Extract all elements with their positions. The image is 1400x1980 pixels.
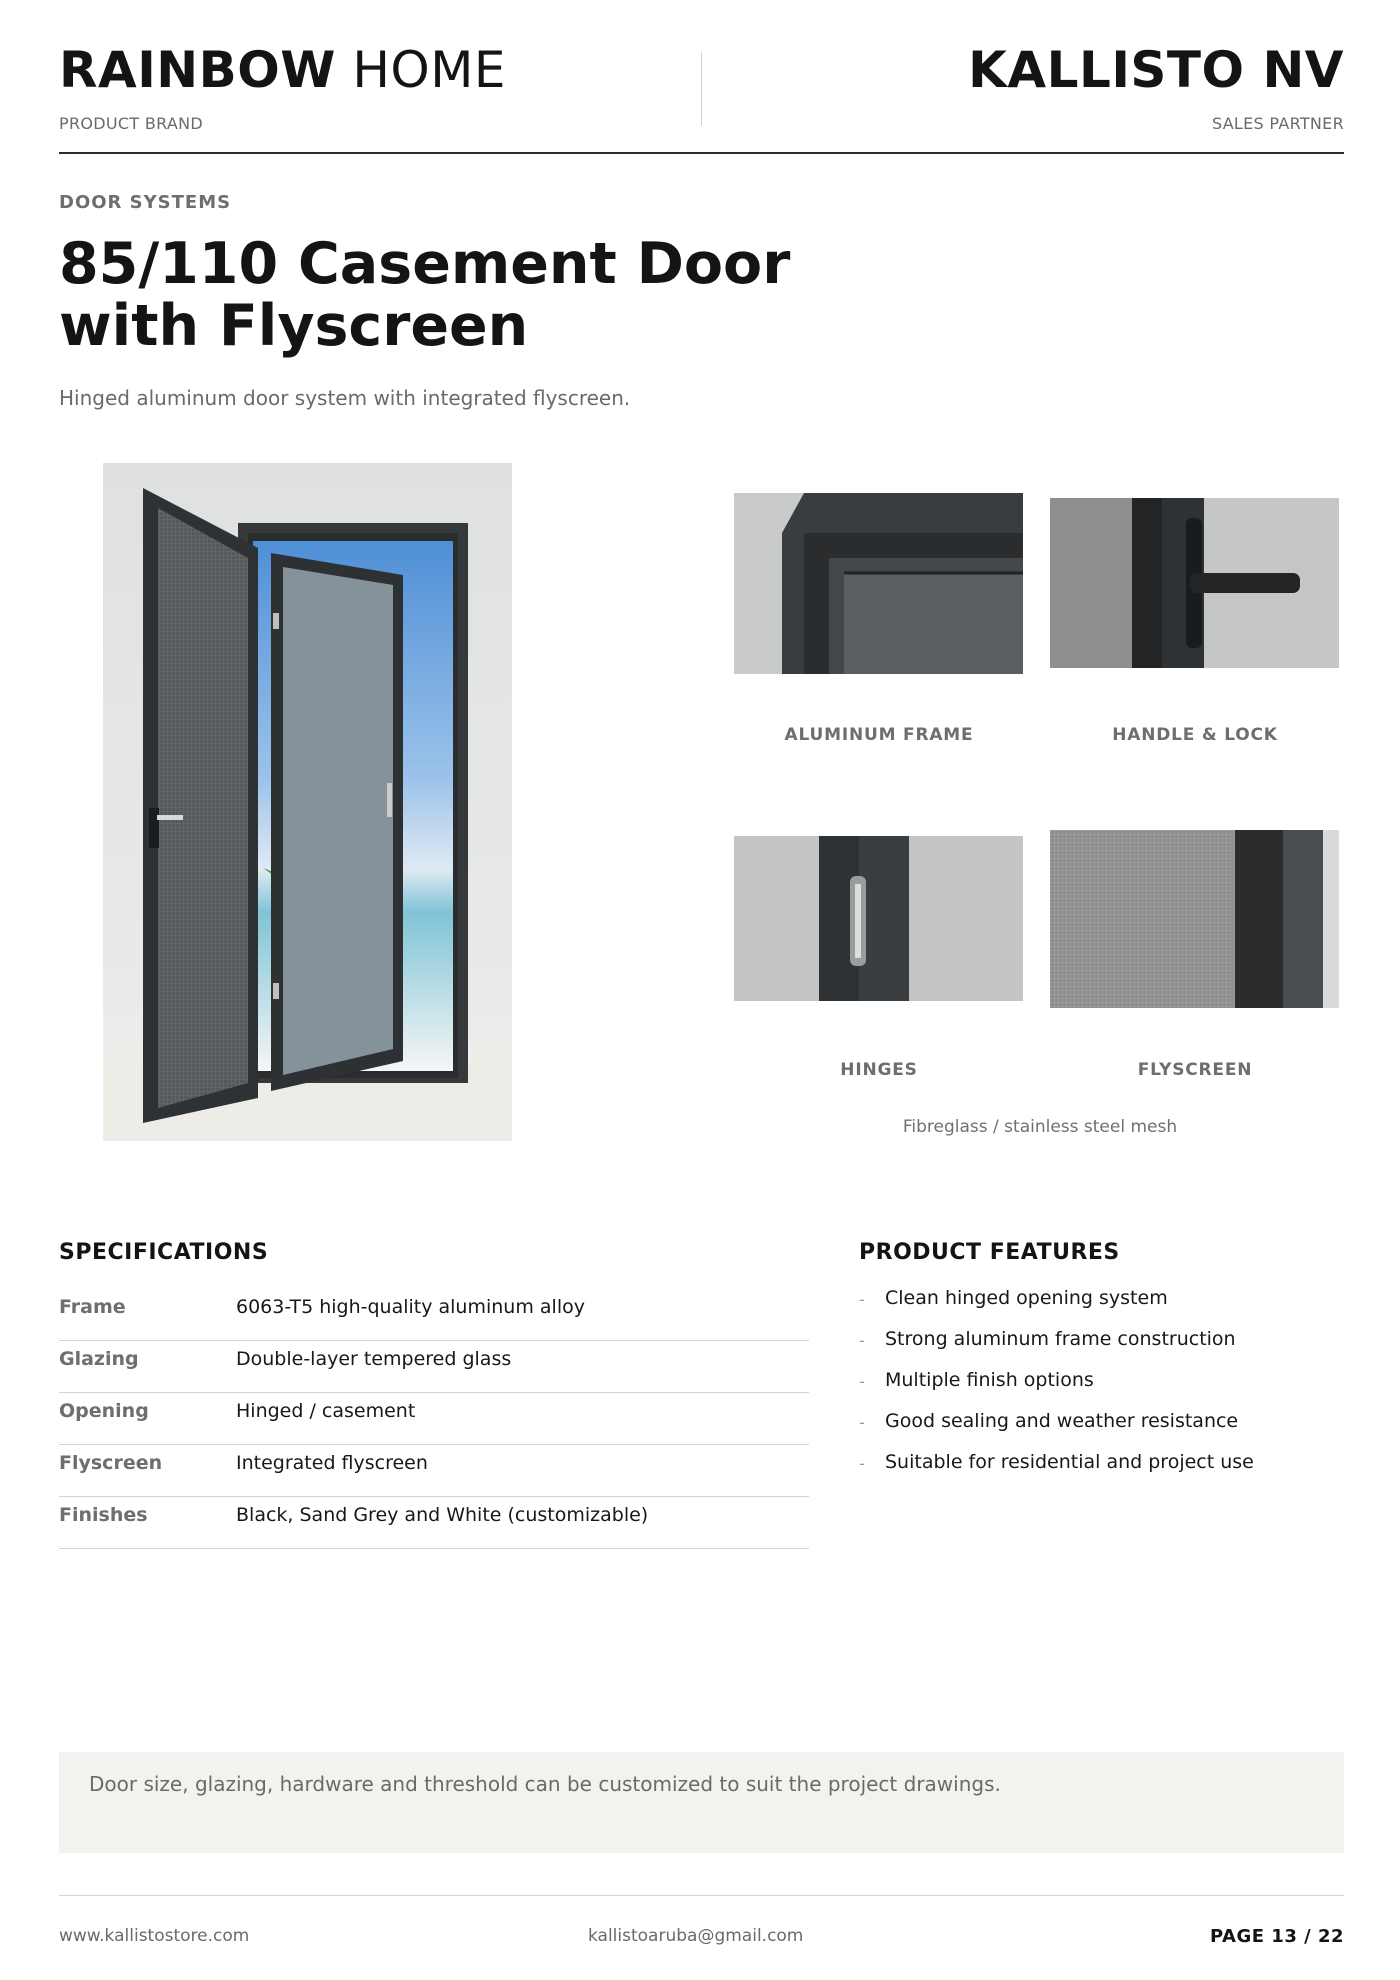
- product-category: DOOR SYSTEMS: [59, 192, 232, 213]
- detail-photo-flyscreen: [1050, 830, 1339, 1008]
- spec-value: Hinged / casement: [236, 1400, 416, 1422]
- bullet-dash-icon: -: [859, 1331, 865, 1350]
- partner-caption: SALES PARTNER: [1211, 114, 1344, 133]
- product-brand: [59, 38, 506, 133]
- spec-key: Flyscreen: [59, 1452, 163, 1474]
- hinges-illustration: [734, 836, 1023, 1001]
- casement-door-illustration: [103, 463, 512, 1141]
- footer-website-link[interactable]: www.kallistostore.com: [59, 1926, 250, 1946]
- page-header: [59, 38, 1344, 154]
- spec-row: [59, 1289, 809, 1341]
- brand-caption: PRODUCT BRAND: [59, 114, 204, 133]
- customization-note: [59, 1752, 1344, 1853]
- detail-label-flyscreen: FLYSCREEN: [1137, 1060, 1253, 1080]
- header-divider: [701, 52, 702, 126]
- aluminum-frame-illustration: [734, 493, 1023, 674]
- spec-value: 6063-T5 high-quality aluminum alloy: [236, 1296, 585, 1318]
- spec-row: [59, 1341, 809, 1393]
- feature-item: [859, 1287, 1339, 1328]
- feature-item: [859, 1328, 1339, 1369]
- footer-email-link[interactable]: kallistoaruba@gmail.com: [588, 1926, 804, 1946]
- main-product-photo: [103, 463, 512, 1141]
- detail-photo-handle-lock: [1050, 498, 1339, 668]
- detail-label-handle-lock: HANDLE & LOCK: [1112, 725, 1278, 745]
- bullet-dash-icon: -: [859, 1413, 865, 1432]
- feature-item: [859, 1451, 1339, 1492]
- handle-lock-illustration: [1050, 498, 1339, 668]
- spec-key: Glazing: [59, 1348, 139, 1370]
- bullet-dash-icon: -: [859, 1290, 865, 1309]
- detail-photo-aluminum-frame: [734, 493, 1023, 674]
- flyscreen-illustration: [1050, 830, 1339, 1008]
- feature-text: Clean hinged opening system: [885, 1287, 1168, 1309]
- bullet-dash-icon: -: [859, 1454, 865, 1473]
- features-list: [859, 1287, 1339, 1492]
- detail-label-aluminum-frame: ALUMINUM FRAME: [784, 725, 974, 745]
- spec-key: Opening: [59, 1400, 149, 1422]
- flyscreen-note: Fibreglass / stainless steel mesh: [902, 1117, 1178, 1137]
- brand-logo-text: [59, 38, 506, 102]
- feature-item: [859, 1369, 1339, 1410]
- spec-value: Integrated flyscreen: [236, 1452, 428, 1474]
- feature-text: Strong aluminum frame construction: [885, 1328, 1236, 1350]
- feature-text: Good sealing and weather resistance: [885, 1410, 1239, 1432]
- partner-name: KALLISTO NV: [968, 41, 1344, 99]
- spec-key: Frame: [59, 1296, 126, 1318]
- detail-photo-hinges: [734, 836, 1023, 1001]
- brand-name-light: HOME: [335, 41, 506, 99]
- spec-row: [59, 1445, 809, 1497]
- title-line-2: with Flyscreen: [59, 293, 529, 359]
- bullet-dash-icon: -: [859, 1372, 865, 1391]
- feature-text: Multiple finish options: [885, 1369, 1094, 1391]
- page-footer: [59, 1895, 1344, 1955]
- feature-text: Suitable for residential and project use: [885, 1451, 1254, 1473]
- feature-item: [859, 1410, 1339, 1451]
- page-number: PAGE 13 / 22: [1209, 1926, 1344, 1947]
- features-heading: PRODUCT FEATURES: [859, 1240, 1120, 1265]
- spec-key: Finishes: [59, 1504, 148, 1526]
- customization-note-text: Door size, glazing, hardware and threshold can be customized to suit the project drawings.: [89, 1772, 1001, 1796]
- spec-row: [59, 1497, 809, 1549]
- product-title: [59, 233, 959, 357]
- spec-row: [59, 1393, 809, 1445]
- detail-label-hinges: HINGES: [840, 1060, 918, 1080]
- product-subtitle: Hinged aluminum door system with integrated flyscreen.: [59, 386, 631, 410]
- sales-partner: [968, 38, 1344, 133]
- specifications-heading: SPECIFICATIONS: [59, 1240, 269, 1265]
- brand-name-bold: RAINBOW: [59, 41, 336, 99]
- spec-value: Double-layer tempered glass: [236, 1348, 512, 1370]
- spec-value: Black, Sand Grey and White (customizable): [236, 1504, 649, 1526]
- specifications-table: [59, 1289, 809, 1549]
- title-line-1: 85/110 Casement Door: [59, 231, 791, 297]
